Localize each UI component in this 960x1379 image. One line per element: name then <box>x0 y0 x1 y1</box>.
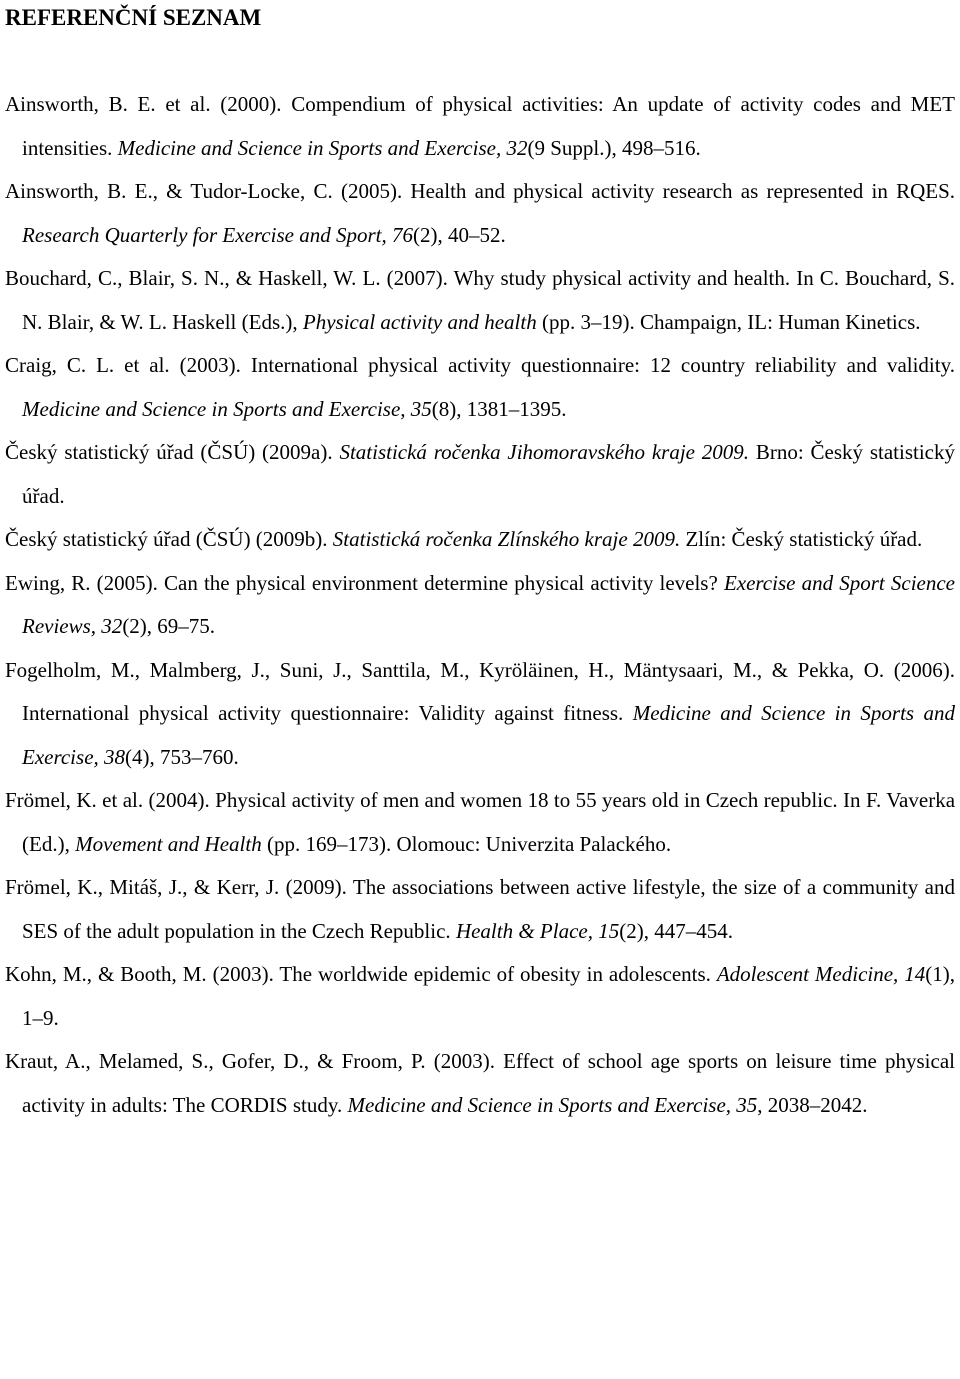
reference-details: (2), 447–454. <box>619 918 733 943</box>
reference-title: International physical activity questionnaire: 12 country reliability and validity. <box>240 353 955 377</box>
reference-authors: Frömel, K., Mitáš, J., & Kerr, J. (2009). <box>5 875 347 899</box>
reference-authors: Český statistický úřad (ČSÚ) (2009b). <box>5 527 328 551</box>
reference-title: The worldwide epidemic of obesity in adolescents. <box>273 962 717 986</box>
reference-item <box>5 562 955 649</box>
reference-item <box>5 866 955 953</box>
reference-authors: Český statistický úřad (ČSÚ) (2009a). <box>5 440 333 464</box>
reference-details: (pp. 3–19). Champaign, IL: Human Kinetics. <box>536 309 921 334</box>
reference-details: (4), 753–760. <box>125 744 239 769</box>
reference-source: Medicine and Science in Sports and Exercise, 32 <box>117 135 528 160</box>
reference-source: Adolescent Medicine, 14 <box>716 962 926 986</box>
page-title: REFERENČNÍ SEZNAM <box>5 5 262 30</box>
reference-details: , 2038–2042. <box>757 1092 868 1117</box>
reference-details: (pp. 169–173). Olomouc: Univerzita Palackého. <box>261 831 672 856</box>
reference-source: Medicine and Science in Sports and Exercise, 35 <box>347 1092 758 1117</box>
reference-authors: Fogelholm, M., Malmberg, J., Suni, J., Santtila, M., Kyröläinen, H., Mäntysaari, M., & Pekka, O. (2006). <box>5 657 955 682</box>
reference-details: (2), 69–75. <box>122 614 216 638</box>
reference-source: Movement and Health <box>75 831 262 856</box>
reference-authors: Kraut, A., Melamed, S., Gofer, D., & Froom, P. (2003). <box>5 1049 495 1073</box>
reference-item <box>5 257 955 344</box>
reference-item <box>5 518 955 562</box>
reference-details: (9 Suppl.), 498–516. <box>527 135 701 160</box>
reference-source: Physical activity and health <box>302 309 537 334</box>
reference-title: Effect of school age sports on leisure time physical activity in adults: The CORDIS study. <box>22 1049 955 1117</box>
reference-item <box>5 344 955 431</box>
reference-source: Medicine and Science in Sports and Exercise, 35 <box>22 396 432 421</box>
reference-item <box>5 779 955 866</box>
reference-title: International physical activity questionnaire: Validity against fitness. <box>22 701 633 725</box>
reference-item <box>5 431 955 518</box>
reference-source: Medicine and Science in Sports and Exercise, 38 <box>22 701 955 769</box>
reference-source: Exercise and Sport Science Reviews, 32 <box>22 570 955 638</box>
reference-item <box>5 1040 955 1127</box>
reference-title: Why study physical activity and health. In C. Bouchard, S. N. Blair, & W. L. Haskell (Eds.), <box>22 266 956 334</box>
reference-details: Brno: Český statistický úřad. <box>22 440 955 508</box>
reference-title: Physical activity of men and women 18 to 55 years old in Czech republic. In F. Vaverka (Ed.), <box>22 788 956 856</box>
reference-source: Research Quarterly for Exercise and Sport, 76 <box>22 222 413 247</box>
reference-details: (8), 1381–1395. <box>431 396 567 421</box>
reference-item <box>5 83 955 170</box>
reference-title: The associations between active lifestyle, the size of a community and SES of the adult population in the Czech Republic. <box>22 875 955 943</box>
reference-source: Statistická ročenka Jihomoravského kraje 2009. <box>339 440 750 464</box>
reference-authors: Frömel, K. et al. (2004). <box>5 788 210 812</box>
reference-source: Health & Place, 15 <box>455 918 620 943</box>
reference-title: Health and physical activity research as represented in RQES. <box>402 179 956 203</box>
reference-title: Can the physical environment determine physical activity levels? <box>157 570 724 595</box>
reference-authors: Kohn, M., & Booth, M. (2003). <box>5 962 274 986</box>
reference-list <box>5 83 955 1127</box>
reference-item <box>5 953 955 1040</box>
reference-authors: Bouchard, C., Blair, S. N., & Haskell, W. L. (2007). <box>5 266 448 290</box>
reference-authors: Ainsworth, B. E., & Tudor-Locke, C. (2005). <box>5 179 403 203</box>
reference-details: Zlín: Český statistický úřad. <box>680 527 923 551</box>
reference-title: Compendium of physical activities: An update of activity codes and MET intensities. <box>22 92 955 160</box>
reference-item <box>5 649 955 780</box>
reference-authors: Craig, C. L. et al. (2003). <box>5 353 241 377</box>
reference-source: Statistická ročenka Zlínského kraje 2009. <box>332 527 681 551</box>
reference-authors: Ainsworth, B. E. et al. (2000). <box>5 92 282 116</box>
reference-item <box>5 170 955 257</box>
reference-details: (2), 40–52. <box>412 222 506 247</box>
reference-details: (1), 1–9. <box>22 962 955 1030</box>
reference-authors: Ewing, R. (2005). <box>5 570 158 595</box>
